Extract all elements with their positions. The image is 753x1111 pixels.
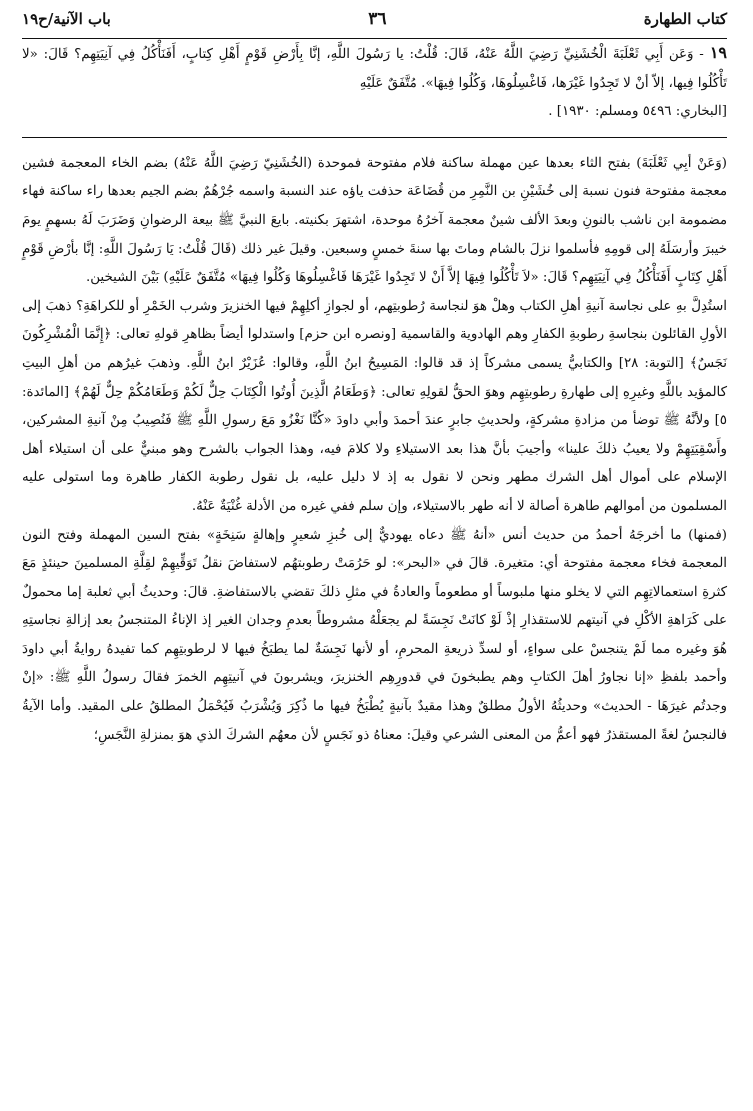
hadith-source: [البخاري: ٥٤٩٦ ومسلم: ١٩٣٠] .	[548, 104, 727, 120]
hadith-text	[22, 39, 727, 98]
hadith-number: ١٩	[709, 43, 727, 62]
page-body	[22, 39, 727, 750]
book-title: كتاب الطهارة	[643, 10, 727, 28]
running-header	[22, 0, 727, 39]
page-number: ٣٦	[368, 9, 387, 29]
commentary-paragraph: (فمنها) ما أخرجَهُ أحمدُ من حديث أنس «أنهُ ﷺ دعاه يهوديٌّ إلى خُبزِ شعيرٍ وإهالةٍ سَنِخَةٍ» بفتح السين المهملة وفتح النون المعجمة فخاء معجمة مفتوحة أي: متغيرة. قالَ في «البحر»: لو حَرُمَتْ رطوبتهُم لاستفاضَ نقلُ تَوَقِّيهِمْ لقِلَّةِ المسلمينَ حينئذٍ مَعَ كثرةِ استعمالاتِهِم التي لا يخلو منها ملبوساً أو مطعوماً والعادةُ في مثلِ ذلكَ تقضي بالاستفاضةِ. قالَ: وحديثُ أبي ثعلبة إما محمولٌ على كَرَاهةِ الأكْلِ في آنيتهم للاستقذارِ إذْ لَوْ كانَتْ نَجِسَةً لم يجعَلْهُ مشروطاً بعدمِ وجدان الغير إذ الإناءُ المتنجسُ بعد إزالةِ نجاستِهِ هُوَ وغيره مما لَمْ يتنجسْ على سواءٍ، أو لسدِّ ذريعةِ المحرمِ، أو لأنها نَجِسَةٌ لما يطبَخُ فيها لا لرطوبتِهِم كما تفيدهُ روايةُ أبي داودَ وأحمد بلفظِ «إنا نجاورُ أهلَ الكتابِ وهم يطبخونَ في قدورِهِم الخنزيرَ، ويشربونَ في آنيتِهِم الخمرَ فقالَ رسولُ اللَّهِ ﷺ: «إنْ وجدتُم غيرَهَا - الحديث» وحديثُهُ الأولُ مطلقٌ وهذا مقيدٌ بآنيةٍ يُطْبَخُ فيها ما ذُكِرَ وَيُشْرَبُ فَيُحْمَلُ المطلقُ على المقيد. وأما الآيةُ فالنجسُ لغةً المستقذرُ فهو أعمُّ من المعنى الشرعي وقيلَ: معناهُ ذو نَجَسٍ لأن معهُم الشركَ الذي هوَ بمنزلةِ النَّجَسِ؛	[22, 527, 727, 743]
commentary-paragraph: استُدِلَّ بهِ على نجاسة آنيةِ أهلِ الكتاب وهلْ هوَ لنجاسة رُطوبتِهم، أو لجوازِ أكلِهِمْ فيها الخنزيرَ وشرب الخَمْرِ أو للكراهَةِ؟ ذهبَ إلى الأولِ القائلون بنجاسةِ رطوبةِ الكفارِ وهم الهادوية والقاسمية [ونصره ابن حزم] واستدلوا أيضاً بظاهرِ قولهِ تعالى: ﴿إِنَّمَا الْمُشْرِكُونَ نَجَسٌ﴾ [التوبة: ٢٨] والكتابيُّ يسمى مشركاً إذ قد قالوا: المَسِيحُ ابنُ اللَّهِ، وقالوا: عُزَيْرٌ ابنُ اللَّهِ. وذهبَ غيرُهم من أهلِ البيتِ كالمؤيد باللَّهِ وغيرِهِ إلى طهارةِ رطوبتِهِم وهوَ الحقُّ لقولِهِ تعالى: ﴿وَطَعَامُ الَّذِينَ أُوتُوا الْكِتَابَ حِلٌّ لَكُمْ وَطَعَامُكُمْ حِلٌّ لَهُمْ﴾ [المائدة: ٥] ولأنَّهُ ﷺ توضأ من مزادةِ مشركةٍ، ولحديثِ جابرٍ عندَ أحمدَ وأبي داودَ «كُنَّا نَغْزُو مَعَ رسولِ اللَّهِ ﷺ فَنُصِيبُ مِنْ آنيةِ المشركين، وأَسْقِيَتِهِمْ ولا يعيبُ ذلكَ علينا» وأجيبَ بأنَّ هذا بعد الاستيلاءِ ولا كلامَ فيه، وهذا الجواب بالشرح وهو مبنيٌّ على أن استيلاء أهل الإسلام على أموال أهل الشرك مطهر ونحن لا نقول به إذ لا دليل عليه، بل نقول رطوبة الكفار طاهرة وما استولى عليه المسلمون من أموالهم طاهرة أصالة لا أنه طهر بالاستيلاء، وإن سلم ففي غيره من الأدلة غُنْيَةٌ عَنْهُ.	[22, 298, 728, 514]
chapter-reference: باب الآنية/ح١٩	[22, 10, 111, 28]
commentary-paragraph: (وَعَنْ أبِي ثَعْلَبَةَ) بفتح الثاء بعدها عين مهملة ساكنة فلام مفتوحة فموحدة (الخُشَنِيّ رَضِيَ اللَّهُ عَنْهُ) بضم الخاء المعجمة فشين معجمة مفتوحة فنون نسبة إلى خُشَيْنِ بن النَّمِرِ من قُضَاعَة حذفت ياؤه عند النسبة واسمه جُرْهُمٌ بضم الجيم بعدها راء ساكنة فهاء مضمومة ابن ناشب بالنونِ وبعدَ الألف شينٌ معجمة آخرُهُ موحدة، اشتهرَ بكنيته. بايعَ النبيَّ ﷺ بيعة الرضوانِ وَضَرَبَ لَهُ بسهمٍ يومَ خيبرَ وأرسَلَهُ إلى قومِهِ فأسلموا نزلَ بالشام وماتَ بها سنةَ خمسٍ وسبعين. وقيلَ غير ذلك (قَالَ قُلْتُ: يَا رَسُولَ اللَّهِ: إنَّا بأرْضِ قَوْمٍ أَهْلِ كِتَابٍ أَفَنَأْكُلُ فِي آنِيَتِهِم؟ قَالَ: «لاَ تَأْكُلُوا فِيهَا إلاَّ أَنْ لا تَجِدُوا غَيْرَهَا فَاغْسِلُوهَا وَكُلُوا فِيهَا» مُتَّفَقٌ عَلَيْهِ) بَيْنَ الشيخين.	[22, 155, 727, 286]
hadith-matn: - وَعَن أَبِي ثَعْلَبَةَ الْخُشَنِيِّ رَضِيَ اللَّهُ عَنْهُ، قَالَ: قُلْتُ: يا رَسُولَ اللَّهِ، إنَّا بِأَرْضِ قَوْمٍ أَهْلِ كِتابٍ، أَفَنَأْكُلُ فِي آنِيَتِهِم؟ قَالَ: «لا تَأْكُلُوا فِيها، إلاّ أنْ لا تَجِدُوا غَيْرَها، فَاغْسِلُوهَا، وَكُلُوا فِيهَا». مُتَّفَقٌ عَلَيْهِ	[22, 47, 727, 91]
section-divider	[22, 137, 727, 138]
